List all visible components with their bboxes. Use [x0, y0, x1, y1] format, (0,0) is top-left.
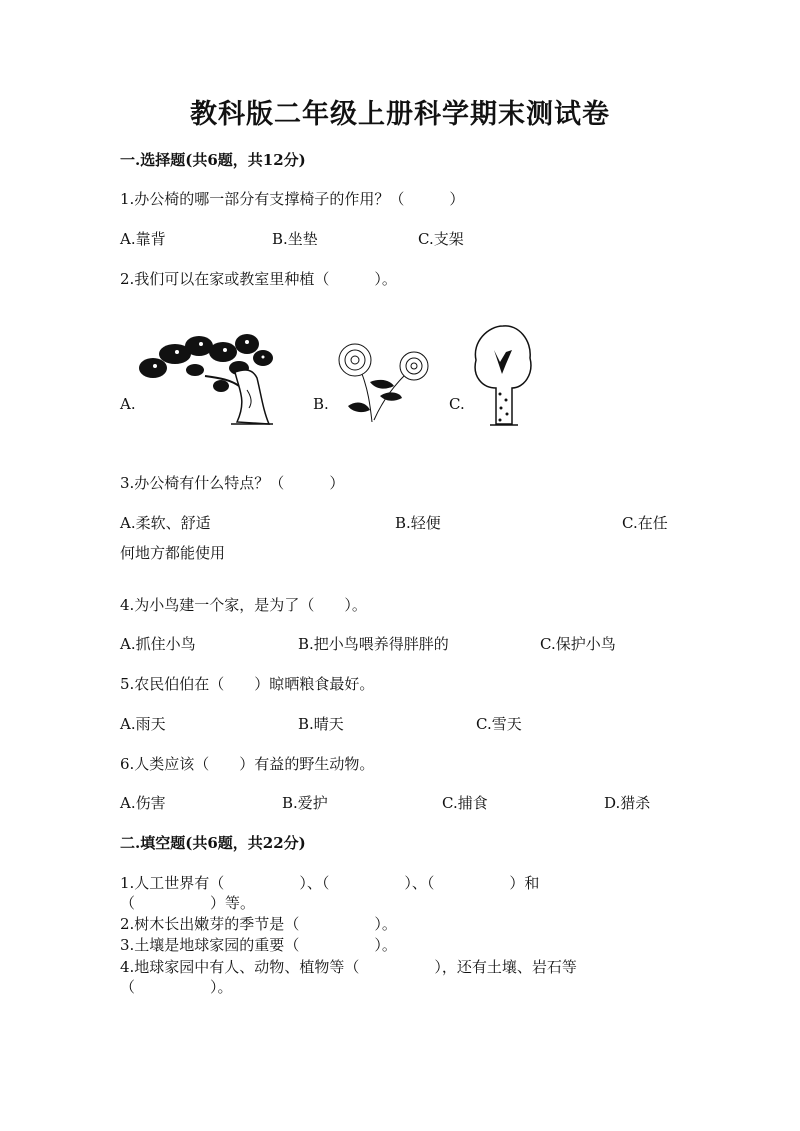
- fill-question-4: 4.地球家园中有人、动物、植物等（ ），还有土壤、岩石等: [120, 958, 577, 976]
- q6-option-d[interactable]: D.猎杀: [604, 794, 651, 812]
- large-tree-image: [468, 322, 538, 430]
- page-title: 教科版二年级上册科学期末测试卷: [190, 99, 610, 130]
- section1-heading: 一.选择题(共6题，共12分): [120, 151, 306, 169]
- q4-option-c[interactable]: C.保护小鸟: [540, 635, 616, 653]
- q3-option-b[interactable]: B.轻便: [395, 514, 441, 532]
- q1-option-c[interactable]: C.支架: [418, 230, 464, 248]
- fill-question-2: 2.树木长出嫩芽的季节是（ ）。: [120, 915, 397, 933]
- q3-option-c[interactable]: C.在任: [622, 514, 668, 532]
- fill-question-1: 1.人工世界有（ ）、（ ）、（ ）和: [120, 874, 540, 892]
- q4-option-b[interactable]: B.把小鸟喂养得胖胖的: [298, 635, 449, 653]
- q2-option-b[interactable]: B.: [313, 395, 329, 413]
- q2-option-c[interactable]: C.: [449, 395, 465, 413]
- question-6: 6.人类应该（ ）有益的野生动物。: [120, 755, 375, 773]
- q1-option-b[interactable]: B.坐垫: [272, 230, 318, 248]
- question-4: 4.为小鸟建一个家，是为了（ ）。: [120, 596, 367, 614]
- q5-option-b[interactable]: B.晴天: [298, 715, 344, 733]
- q6-option-b[interactable]: B.爱护: [282, 794, 328, 812]
- question-2: 2.我们可以在家或教室里种植（ ）。: [120, 270, 397, 288]
- section2-heading: 二.填空题(共6题，共22分): [120, 834, 306, 852]
- q5-option-a[interactable]: A.雨天: [120, 715, 166, 733]
- q6-option-a[interactable]: A.伤害: [120, 794, 166, 812]
- fill-question-1-continued: （ ）等。: [120, 894, 256, 912]
- chrysanthemum-image: [330, 340, 440, 425]
- q1-option-a[interactable]: A.靠背: [120, 230, 166, 248]
- fill-question-3: 3.土壤是地球家园的重要（ ）。: [120, 936, 397, 954]
- question-1: 1.办公椅的哪一部分有支撑椅子的作用？（ ）: [120, 190, 465, 208]
- q3-option-a[interactable]: A.柔软、舒适: [120, 514, 211, 532]
- question-3: 3.办公椅有什么特点？（ ）: [120, 474, 345, 492]
- fill-question-4-continued: （ ）。: [120, 978, 233, 996]
- bonsai-tree-image: [135, 330, 275, 430]
- q6-option-c[interactable]: C.捕食: [442, 794, 488, 812]
- q4-option-a[interactable]: A.抓住小鸟: [120, 635, 196, 653]
- q3-option-c-continued: 何地方都能使用: [120, 544, 226, 562]
- question-5: 5.农民伯伯在（ ）晾晒粮食最好。: [120, 675, 375, 693]
- q2-option-a[interactable]: A.: [120, 395, 136, 413]
- q5-option-c[interactable]: C.雪天: [476, 715, 522, 733]
